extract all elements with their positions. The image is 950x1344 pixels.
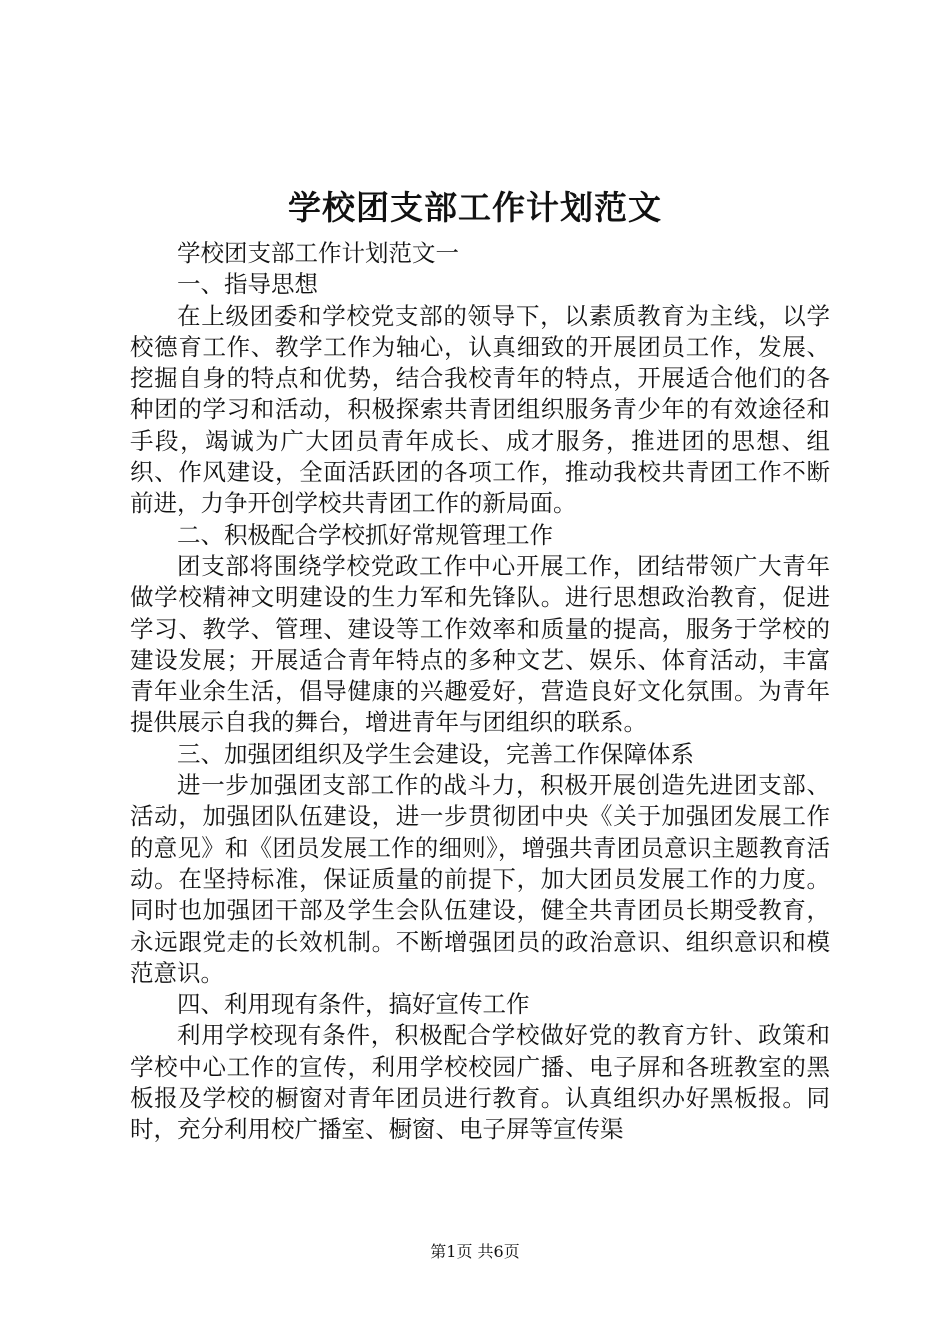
document-title: 学校团支部工作计划范文 [288,188,662,227]
body-paragraph: 进一步加强团支部工作的战斗力，积极开展创造先进团支部、活动，加强团队伍建设，进一步贯彻团中央《关于加强团发展工作的意见》和《团员发展工作的细则》，增强共青团员意识主题教育活动。在坚持标准，保证质量的前提下，加大团员发展工作的力度。同时也加强团干部及学生会队伍建设，健全共青团员长期受教育，永远跟党走的长效机制。不断增强团员的政治意识、组织意识和模范意识。 [130,771,830,987]
section-heading: 学校团支部工作计划范文一 [177,239,459,267]
body-paragraph: 利用学校现有条件，积极配合学校做好党的教育方针、政策和学校中心工作的宣传，利用学校校园广播、电子屏和各班教室的黑板报及学校的橱窗对青年团员进行教育。认真组织办好黑板报。同时，充分利用校广播室、橱窗、电子屏等宣传渠 [130,1021,830,1144]
section-heading: 三、加强团组织及学生会建设，完善工作保障体系 [177,739,694,768]
body-paragraph: 团支部将围绕学校党政工作中心开展工作，团结带领广大青年做学校精神文明建设的生力军和先锋队。进行思想政治教育，促进学习、教学、管理、建设等工作效率和质量的提高，服务于学校的建设发展；开展适合青年特点的多种文艺、娱乐、体育活动，丰富青年业余生活，倡导健康的兴趣爱好，营造良好文化氛围。为青年提供展示自我的舞台，增进青年与团组织的联系。 [130,551,830,737]
body-paragraph: 在上级团委和学校党支部的领导下，以素质教育为主线，以学校德育工作、教学工作为轴心，认真细致的开展团员工作，发展、挖掘自身的特点和优势，结合我校青年的特点，开展适合他们的各种团的学习和活动，积极探索共青团组织服务青少年的有效途径和手段，竭诚为广大团员青年成长、成才服务，推进团的思想、组织、作风建设，全面活跃团的各项工作，推动我校共青团工作不断前进，力争开创学校共青团工作的新局面。 [130,301,830,518]
section-heading: 四、利用现有条件，搞好宣传工作 [177,990,530,1019]
page-footer: 第1页 共6页 [430,1242,520,1261]
section-heading: 一、指导思想 [177,270,318,299]
section-heading: 二、积极配合学校抓好常规管理工作 [177,520,553,549]
document-body [130,238,830,1146]
